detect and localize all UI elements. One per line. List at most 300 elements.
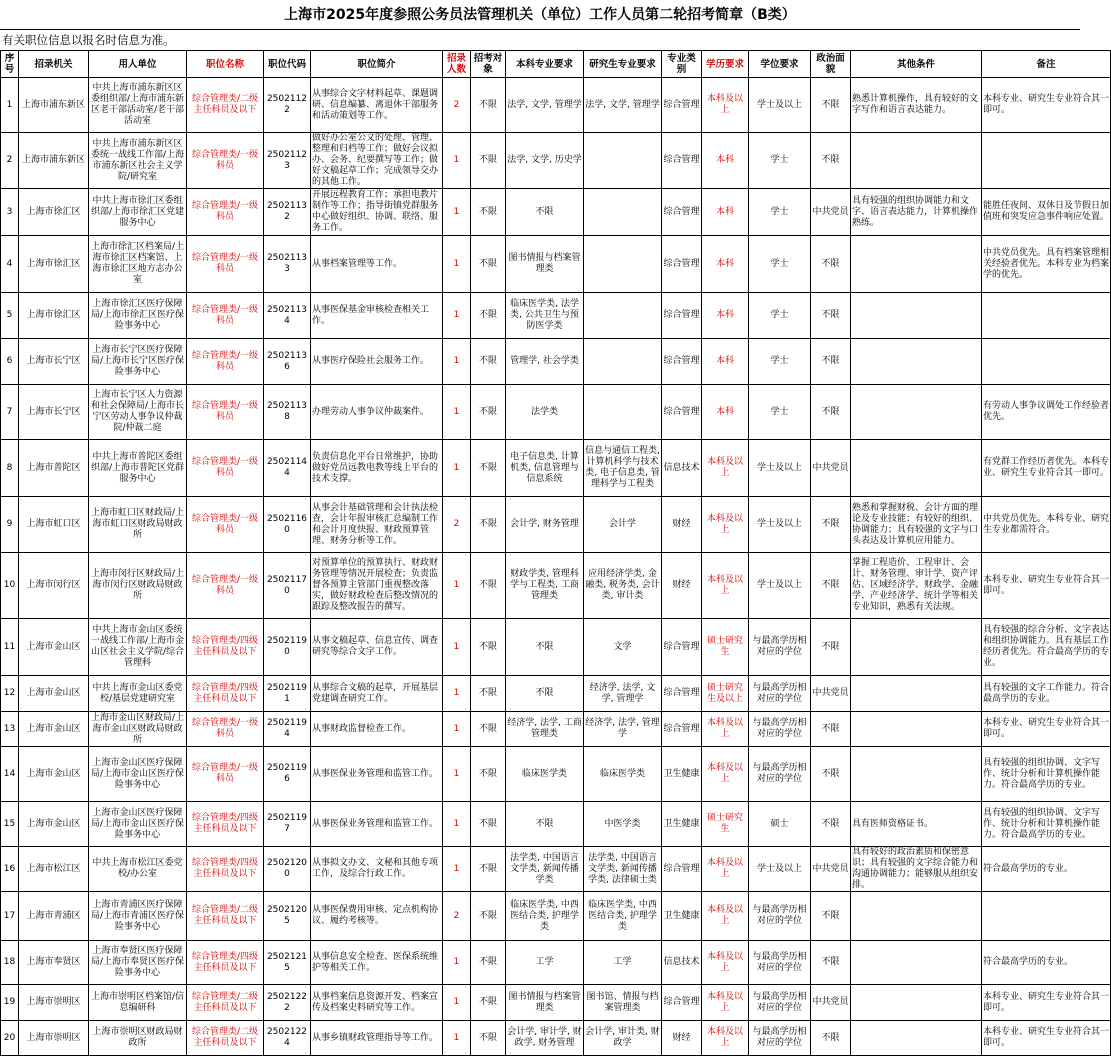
cell-no: 16: [1, 847, 19, 892]
cell-unit: 上海市崇明区档案馆/信息编研科: [89, 985, 187, 1021]
cell-remark: 具有较强的文字工作能力。符合最高学历的专业。: [982, 676, 1111, 712]
cell-unit: 上海市奉贤区医疗保障局/上海市奉贤区医疗保险事务中心: [89, 941, 187, 985]
cell-target: 不限: [471, 236, 506, 293]
cell-edu: 本科及以上: [702, 497, 749, 553]
cell-desc: 从事文稿起草、信息宣传、调查研究等综合文字工作。: [311, 619, 443, 676]
cell-other: 具有医师资格证书。: [851, 802, 982, 847]
cell-degree: 与最高学历相对应的学位: [749, 619, 811, 676]
table-row: [1, 712, 1111, 747]
cell-target: 不限: [471, 985, 506, 1021]
cell-ug: 图书情报与档案管理类: [506, 985, 584, 1021]
cell-cat: 信息技术: [662, 440, 702, 497]
cell-pol: 不限: [811, 236, 851, 293]
cell-no: 12: [1, 676, 19, 712]
cell-ug: 经济学, 法学, 工商管理类: [506, 712, 584, 747]
cell-num: 1: [443, 747, 471, 802]
cell-agency: 上海市金山区: [19, 747, 89, 802]
cell-no: 5: [1, 293, 19, 339]
cell-position: 综合管理类/一级科员: [187, 133, 264, 189]
table-row: [1, 941, 1111, 985]
cell-num: 1: [443, 236, 471, 293]
cell-position: 综合管理类/二级主任科员及以下: [187, 892, 264, 941]
cell-edu: 本科: [702, 385, 749, 440]
table-row: [1, 293, 1111, 339]
cell-grad: 临床医学类, 中西医结合类, 护理学类: [584, 892, 662, 941]
cell-desc: 从事会计基础管理和会计执法检查，会计年报审核汇总编制工作和会计月度快报、财政预算管理、财务分析等工作。: [311, 497, 443, 553]
cell-code: 25021122: [264, 78, 311, 133]
cell-code: 25021215: [264, 941, 311, 985]
cell-edu: 本科: [702, 339, 749, 385]
cell-other: [851, 747, 982, 802]
cell-remark: [982, 339, 1111, 385]
cell-desc: 开展远程教育工作；承担电教片制作等工作；指导街镇党群服务中心做好组织、协调、联络、服务工作。: [311, 189, 443, 236]
page-title: 上海市2025年度参照公务员法管理机关（单位）工作人员第二轮招考简章（B类）: [0, 0, 1080, 30]
cell-target: 不限: [471, 892, 506, 941]
cell-num: 2: [443, 78, 471, 133]
cell-other: [851, 676, 982, 712]
cell-num: 1: [443, 941, 471, 985]
cell-edu: 本科及以上: [702, 712, 749, 747]
cell-ug: 法学类: [506, 385, 584, 440]
cell-no: 20: [1, 1021, 19, 1056]
cell-remark: 有劳动人事争议调处工作经验者优先。: [982, 385, 1111, 440]
cell-cat: 卫生健康: [662, 747, 702, 802]
cell-unit: 上海市徐汇区档案局/上海市徐汇区档案馆、上海市徐汇区地方志办公室: [89, 236, 187, 293]
cell-target: 不限: [471, 189, 506, 236]
cell-target: 不限: [471, 712, 506, 747]
header-ug: 本科专业要求: [506, 51, 584, 78]
header-agency: 招录机关: [19, 51, 89, 78]
cell-no: 13: [1, 712, 19, 747]
cell-agency: 上海市长宁区: [19, 339, 89, 385]
cell-num: 1: [443, 985, 471, 1021]
cell-pol: 不限: [811, 802, 851, 847]
cell-cat: 综合管理: [662, 133, 702, 189]
cell-pol: 中共党员: [811, 189, 851, 236]
cell-remark: [982, 293, 1111, 339]
cell-desc: 从事医保基金审核检查相关工作。: [311, 293, 443, 339]
cell-edu: 本科及以上: [702, 847, 749, 892]
cell-pol: 不限: [811, 133, 851, 189]
cell-position: 综合管理类/一级科员: [187, 189, 264, 236]
cell-remark: 具有较强的组织协调、文字写作、统计分析和计算机操作能力。符合最高学历的专业。: [982, 802, 1111, 847]
cell-code: 25021190: [264, 619, 311, 676]
cell-no: 10: [1, 553, 19, 619]
cell-target: 不限: [471, 133, 506, 189]
cell-num: 1: [443, 676, 471, 712]
cell-other: [851, 619, 982, 676]
cell-grad: 会计学, 审计类, 财政学: [584, 1021, 662, 1056]
header-unit: 用人单位: [89, 51, 187, 78]
cell-ug: 不限: [506, 189, 584, 236]
cell-no: 7: [1, 385, 19, 440]
cell-position: 综合管理类/二级主任科员及以下: [187, 985, 264, 1021]
cell-desc: 从事医保费用审核、定点机构协议、履约考核等。: [311, 892, 443, 941]
cell-position: 综合管理类/一级科员: [187, 712, 264, 747]
cell-target: 不限: [471, 619, 506, 676]
cell-cat: 综合管理: [662, 847, 702, 892]
cell-agency: 上海市金山区: [19, 676, 89, 712]
cell-cat: 信息技术: [662, 941, 702, 985]
cell-agency: 上海市浦东新区: [19, 78, 89, 133]
cell-target: 不限: [471, 78, 506, 133]
cell-code: 25021136: [264, 339, 311, 385]
cell-code: 25021222: [264, 985, 311, 1021]
cell-code: 25021133: [264, 236, 311, 293]
cell-remark: [982, 133, 1111, 189]
cell-position: 综合管理类/二级主任科员及以下: [187, 1021, 264, 1056]
cell-no: 19: [1, 985, 19, 1021]
cell-desc: 从事财政监督检查工作。: [311, 712, 443, 747]
cell-edu: 本科: [702, 189, 749, 236]
table-row: [1, 236, 1111, 293]
cell-unit: 上海市长宁区人力资源和社会保障局/上海市长宁区劳动人事争议仲裁院/仲裁二庭: [89, 385, 187, 440]
cell-remark: 本科专业、研究生专业符合其一即可。: [982, 78, 1111, 133]
cell-ug: 会计学, 财务管理: [506, 497, 584, 553]
cell-grad: [584, 293, 662, 339]
cell-agency: 上海市青浦区: [19, 892, 89, 941]
cell-unit: 中共上海市普陀区委组织部/上海市普陀区党群服务中心: [89, 440, 187, 497]
table-row: [1, 497, 1111, 553]
cell-grad: [584, 236, 662, 293]
cell-target: 不限: [471, 1021, 506, 1056]
cell-code: 25021134: [264, 293, 311, 339]
cell-unit: 上海市徐汇区医疗保障局/上海市徐汇区医疗保险事务中心: [89, 293, 187, 339]
cell-agency: 上海市松江区: [19, 847, 89, 892]
header-remark: 备注: [982, 51, 1111, 78]
cell-remark: [982, 892, 1111, 941]
cell-pol: 不限: [811, 747, 851, 802]
table-row: [1, 847, 1111, 892]
cell-pol: 不限: [811, 78, 851, 133]
cell-remark: 本科专业、研究生专业符合其一即可。: [982, 553, 1111, 619]
cell-remark: 本科专业、研究生专业符合其一即可。: [982, 712, 1111, 747]
cell-code: 25021200: [264, 847, 311, 892]
cell-agency: 上海市徐汇区: [19, 236, 89, 293]
cell-unit: 上海市闵行区财政局/上海市闵行区财政局财政所: [89, 553, 187, 619]
cell-degree: 学士及以上: [749, 78, 811, 133]
cell-edu: 硕士研究生及以上: [702, 676, 749, 712]
cell-ug: 法学, 文学, 管理学: [506, 78, 584, 133]
cell-pol: 不限: [811, 1021, 851, 1056]
table-row: [1, 78, 1111, 133]
cell-code: 25021196: [264, 747, 311, 802]
cell-no: 9: [1, 497, 19, 553]
table-row: [1, 189, 1111, 236]
cell-edu: 本科: [702, 236, 749, 293]
cell-edu: 本科: [702, 133, 749, 189]
cell-degree: 与最高学历相对应的学位: [749, 712, 811, 747]
cell-desc: 对预算单位的预算执行、财政财务管理等情况开展检查；负责监督各预算主管部门重视整改落实，做好财政检查后整改情况的跟踪及整改报告的撰写。: [311, 553, 443, 619]
cell-cat: 财经: [662, 1021, 702, 1056]
cell-no: 8: [1, 440, 19, 497]
cell-other: [851, 440, 982, 497]
cell-remark: 符合最高学历的专业。: [982, 847, 1111, 892]
cell-degree: 与最高学历相对应的学位: [749, 747, 811, 802]
cell-target: 不限: [471, 747, 506, 802]
cell-desc: 从事拟文办文、文秘和其他专项工作，及综合行政工作。: [311, 847, 443, 892]
cell-num: 1: [443, 133, 471, 189]
cell-agency: 上海市长宁区: [19, 385, 89, 440]
header-degree: 学位要求: [749, 51, 811, 78]
cell-grad: [584, 133, 662, 189]
cell-remark: 中共党员优先。具有档案管理相关经验者优先。本科专业为档案学的优先。: [982, 236, 1111, 293]
cell-code: 25021123: [264, 133, 311, 189]
table-row: [1, 339, 1111, 385]
cell-no: 15: [1, 802, 19, 847]
header-code: 职位代码: [264, 51, 311, 78]
cell-ug: 电子信息类, 计算机类, 信息管理与信息系统: [506, 440, 584, 497]
cell-other: [851, 985, 982, 1021]
cell-cat: 综合管理: [662, 385, 702, 440]
cell-num: 1: [443, 553, 471, 619]
cell-grad: 文学: [584, 619, 662, 676]
cell-other: [851, 941, 982, 985]
cell-agency: 上海市闵行区: [19, 553, 89, 619]
cell-degree: 学士: [749, 133, 811, 189]
cell-edu: 本科及以上: [702, 440, 749, 497]
cell-cat: 综合管理: [662, 712, 702, 747]
cell-unit: 上海市金山区医疗保障局/上海市金山区医疗保险事务中心: [89, 747, 187, 802]
cell-no: 4: [1, 236, 19, 293]
table-row: [1, 985, 1111, 1021]
cell-no: 6: [1, 339, 19, 385]
cell-other: [851, 293, 982, 339]
cell-grad: 应用经济学类, 金融类, 税务类, 会计类, 审计类: [584, 553, 662, 619]
cell-position: 综合管理类/二级主任科员及以下: [187, 78, 264, 133]
cell-grad: 经济学, 法学, 文学, 管理学: [584, 676, 662, 712]
cell-target: 不限: [471, 847, 506, 892]
cell-unit: 上海市青浦区医疗保障局/上海市青浦区医疗保险事务中心: [89, 892, 187, 941]
header-edu: 学历要求: [702, 51, 749, 78]
cell-unit: 上海市长宁区医疗保障局/上海市长宁区医疗保险事务中心: [89, 339, 187, 385]
cell-degree: 学士及以上: [749, 553, 811, 619]
cell-other: [851, 712, 982, 747]
cell-num: 1: [443, 1021, 471, 1056]
cell-agency: 上海市崇明区: [19, 985, 89, 1021]
cell-edu: 本科及以上: [702, 553, 749, 619]
cell-agency: 上海市普陀区: [19, 440, 89, 497]
cell-agency: 上海市金山区: [19, 712, 89, 747]
header-other: 其他条件: [851, 51, 982, 78]
cell-ug: 临床医学类, 法学类, 公共卫生与预防医学类: [506, 293, 584, 339]
cell-target: 不限: [471, 339, 506, 385]
cell-degree: 与最高学历相对应的学位: [749, 1021, 811, 1056]
cell-edu: 硕士研究生: [702, 619, 749, 676]
cell-ug: 图书情报与档案管理类: [506, 236, 584, 293]
cell-degree: 与最高学历相对应的学位: [749, 941, 811, 985]
cell-target: 不限: [471, 802, 506, 847]
cell-cat: 综合管理: [662, 78, 702, 133]
cell-grad: 经济学, 法学, 管理学: [584, 712, 662, 747]
cell-cat: 综合管理: [662, 619, 702, 676]
cell-unit: 中共上海市松江区委党校/办公室: [89, 847, 187, 892]
cell-ug: 不限: [506, 802, 584, 847]
cell-position: 综合管理类/四级主任科员及以下: [187, 676, 264, 712]
cell-degree: 学士及以上: [749, 440, 811, 497]
cell-pol: 中共党员: [811, 847, 851, 892]
cell-remark: 中共党员优先。本科专业、研究生专业都需符合。: [982, 497, 1111, 553]
cell-cat: 综合管理: [662, 189, 702, 236]
cell-desc: 从事综合文稿的起草，开展基层党建调查研究工作。: [311, 676, 443, 712]
cell-code: 25021170: [264, 553, 311, 619]
cell-desc: 从事信息安全检查、医保系统维护等相关工作。: [311, 941, 443, 985]
cell-code: 25021197: [264, 802, 311, 847]
cell-position: 综合管理类/一级科员: [187, 385, 264, 440]
cell-unit: 中共上海市金山区委统一战线工作部/上海市金山区社会主义学院/综合管理科: [89, 619, 187, 676]
cell-grad: 工学: [584, 941, 662, 985]
header-desc: 职位简介: [311, 51, 443, 78]
cell-remark: 符合最高学历的专业。: [982, 941, 1111, 985]
header-grad: 研究生专业要求: [584, 51, 662, 78]
cell-cat: 综合管理: [662, 339, 702, 385]
cell-num: 1: [443, 847, 471, 892]
cell-desc: 从事医疗保险社会服务工作。: [311, 339, 443, 385]
header-num: 招录人数: [443, 51, 471, 78]
cell-other: [851, 133, 982, 189]
cell-ug: 财政学类, 管理科学与工程类, 工商管理类: [506, 553, 584, 619]
cell-position: 综合管理类/四级主任科员及以下: [187, 941, 264, 985]
table-body: [1, 78, 1111, 1056]
cell-degree: 学士: [749, 293, 811, 339]
table-row: [1, 133, 1111, 189]
cell-remark: 有党群工作经历者优先。本科专业、研究生专业符合其一即可。: [982, 440, 1111, 497]
cell-desc: 从事医保业务管理和监管工作。: [311, 802, 443, 847]
cell-other: 熟悉计算机操作，具有较好的文字写作和语言表达能力。: [851, 78, 982, 133]
cell-agency: 上海市徐汇区: [19, 189, 89, 236]
cell-degree: 学士: [749, 385, 811, 440]
cell-code: 25021132: [264, 189, 311, 236]
cell-pol: 不限: [811, 619, 851, 676]
cell-cat: 财经: [662, 497, 702, 553]
cell-remark: 能胜任夜间、双休日及节假日加值班和突发应急事件响应处置。: [982, 189, 1111, 236]
cell-no: 2: [1, 133, 19, 189]
table-row: [1, 440, 1111, 497]
cell-other: [851, 892, 982, 941]
table-row: [1, 619, 1111, 676]
cell-degree: 学士: [749, 236, 811, 293]
cell-num: 1: [443, 293, 471, 339]
cell-target: 不限: [471, 440, 506, 497]
cell-agency: 上海市奉贤区: [19, 941, 89, 985]
cell-other: [851, 236, 982, 293]
cell-target: 不限: [471, 676, 506, 712]
cell-cat: 综合管理: [662, 676, 702, 712]
table-header-row: [1, 51, 1111, 78]
recruitment-table: [0, 50, 1111, 1056]
cell-other: 具有较好的政治素质和保密意识；具有较强的文字综合能力和沟通协调能力；能够服从组织安排。: [851, 847, 982, 892]
cell-num: 2: [443, 497, 471, 553]
cell-grad: 信息与通信工程类, 计算机科学与技术类, 电子信息类, 管理科学与工程类: [584, 440, 662, 497]
cell-pol: 中共党员: [811, 440, 851, 497]
cell-unit: 中共上海市徐汇区委组织部/上海市徐汇区党建服务中心: [89, 189, 187, 236]
cell-agency: 上海市浦东新区: [19, 133, 89, 189]
cell-ug: 临床医学类, 中西医结合类, 护理学类: [506, 892, 584, 941]
cell-degree: 学士及以上: [749, 497, 811, 553]
cell-grad: [584, 339, 662, 385]
cell-ug: 不限: [506, 619, 584, 676]
cell-edu: 本科及以上: [702, 78, 749, 133]
cell-position: 综合管理类/一级科员: [187, 440, 264, 497]
cell-unit: 中共上海市金山区委党校/基层党建研究室: [89, 676, 187, 712]
cell-code: 25021191: [264, 676, 311, 712]
cell-degree: 与最高学历相对应的学位: [749, 676, 811, 712]
cell-ug: 工学: [506, 941, 584, 985]
cell-position: 综合管理类/一级科员: [187, 293, 264, 339]
cell-ug: 管理学, 社会学类: [506, 339, 584, 385]
cell-pol: 不限: [811, 892, 851, 941]
cell-edu: 本科及以上: [702, 747, 749, 802]
cell-degree: 学士: [749, 189, 811, 236]
table-row: [1, 553, 1111, 619]
cell-unit: 上海市虹口区财政局/上海市虹口区财政局财政所: [89, 497, 187, 553]
cell-position: 综合管理类/一级科员: [187, 553, 264, 619]
cell-num: 1: [443, 440, 471, 497]
cell-code: 25021144: [264, 440, 311, 497]
cell-position: 综合管理类/四级主任科员及以下: [187, 847, 264, 892]
cell-other: 掌握工程造价、工程审计、会计、财务管理、审计学、资产评估、区域经济学、财政学、金融学、产业经济学、统计学等相关专业知识，熟悉有关法规。: [851, 553, 982, 619]
cell-other: [851, 385, 982, 440]
cell-num: 1: [443, 712, 471, 747]
cell-grad: 中医学类: [584, 802, 662, 847]
cell-no: 14: [1, 747, 19, 802]
cell-edu: 本科: [702, 293, 749, 339]
cell-degree: 与最高学历相对应的学位: [749, 892, 811, 941]
cell-cat: 财经: [662, 553, 702, 619]
cell-cat: 卫生健康: [662, 802, 702, 847]
cell-ug: 不限: [506, 676, 584, 712]
cell-grad: [584, 189, 662, 236]
cell-code: 25021205: [264, 892, 311, 941]
cell-code: 25021194: [264, 712, 311, 747]
cell-edu: 本科及以上: [702, 985, 749, 1021]
table-row: [1, 802, 1111, 847]
cell-num: 2: [443, 892, 471, 941]
cell-pol: 中共党员: [811, 676, 851, 712]
cell-grad: [584, 385, 662, 440]
header-target: 招考对象: [471, 51, 506, 78]
cell-agency: 上海市徐汇区: [19, 293, 89, 339]
cell-ug: 会计学, 审计学, 财政学, 财务管理: [506, 1021, 584, 1056]
cell-num: 1: [443, 619, 471, 676]
header-position: 职位名称: [187, 51, 264, 78]
table-row: [1, 892, 1111, 941]
cell-degree: 学士: [749, 339, 811, 385]
header-pol: 政治面貌: [811, 51, 851, 78]
cell-no: 17: [1, 892, 19, 941]
cell-cat: 综合管理: [662, 293, 702, 339]
cell-target: 不限: [471, 553, 506, 619]
header-no: 序号: [1, 51, 19, 78]
cell-degree: 与最高学历相对应的学位: [749, 985, 811, 1021]
cell-desc: 办理劳动人事争议仲裁案件。: [311, 385, 443, 440]
cell-pol: 中共党员: [811, 985, 851, 1021]
info-note: 有关职位信息以报名时信息为准。: [2, 33, 175, 47]
cell-desc: 负责信息化平台日常维护，协助做好党员远教电教等线上平台的技术支撑。: [311, 440, 443, 497]
cell-other: [851, 1021, 982, 1056]
cell-unit: 中共上海市浦东新区区委组织部/上海市浦东新区老干部活动室/老干部活动室: [89, 78, 187, 133]
cell-cat: 卫生健康: [662, 892, 702, 941]
cell-target: 不限: [471, 941, 506, 985]
cell-position: 综合管理类/一级科员: [187, 747, 264, 802]
cell-other: [851, 339, 982, 385]
cell-remark: 本科专业、研究生专业符合其一即可。: [982, 1021, 1111, 1056]
cell-other: 熟悉和掌握财税、会计方面的理论及专业技能；有较好的组织、协调能力；具有较强的文字与口头表达及计算机应用能力。: [851, 497, 982, 553]
cell-no: 11: [1, 619, 19, 676]
cell-edu: 硕士研究生: [702, 802, 749, 847]
table-row: [1, 747, 1111, 802]
cell-desc: 从事乡镇财政管理指导等工作。: [311, 1021, 443, 1056]
